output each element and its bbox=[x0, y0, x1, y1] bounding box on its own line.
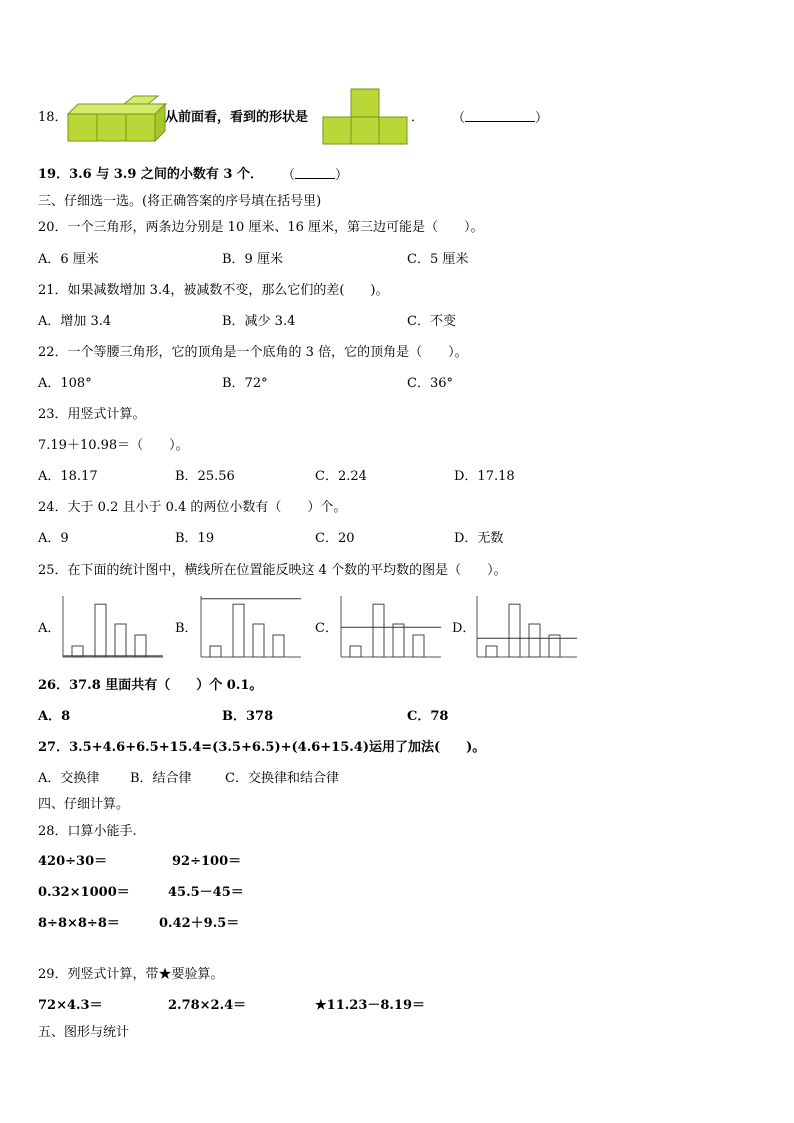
chart-bar bbox=[210, 646, 221, 657]
q28-item-5: 8÷8×8÷8＝ bbox=[38, 916, 120, 931]
q23-option-c[interactable]: C．2.24 bbox=[315, 469, 367, 484]
chart-bar bbox=[253, 624, 264, 657]
q24-option-d[interactable]: D．无数 bbox=[454, 531, 504, 546]
q25-chart-d bbox=[477, 596, 577, 660]
chart-bar bbox=[135, 635, 146, 657]
q29-item-1: 72×4.3＝ bbox=[38, 998, 103, 1013]
q24-option-a[interactable]: A．9 bbox=[38, 531, 69, 546]
q22-stem: 22．一个等腰三角形，它的顶角是一个底角的 3 倍，它的顶角是（ ）。 bbox=[38, 345, 468, 360]
q22-option-c[interactable]: C．36° bbox=[407, 376, 453, 391]
q27-option-b[interactable]: B．结合律 bbox=[130, 771, 192, 786]
chart-bar bbox=[373, 604, 384, 657]
section-5-heading: 五、图形与统计 bbox=[38, 1025, 130, 1040]
section-4-heading: 四、仔细计算。 bbox=[38, 797, 130, 812]
q21-stem: 21．如果减数增加 3.4，被减数不变，那么它们的差( )。 bbox=[38, 283, 389, 298]
q18-number: 18． bbox=[38, 110, 68, 125]
q26-stem: 26．37.8 里面共有（ ）个 0.1。 bbox=[38, 678, 263, 693]
q25-chart-c bbox=[341, 596, 441, 660]
q18-text: 从前面看，看到的形状是 bbox=[165, 110, 309, 125]
q25-option-d[interactable]: D． bbox=[452, 621, 476, 636]
q28-item-2: 92÷100＝ bbox=[172, 854, 242, 869]
chart-bar bbox=[273, 635, 284, 657]
chart-bar bbox=[233, 604, 244, 657]
chart-bar bbox=[393, 624, 404, 657]
q27-option-c[interactable]: C．交换律和结合律 bbox=[225, 771, 339, 786]
q24-option-b[interactable]: B．19 bbox=[175, 531, 215, 546]
q21-option-c[interactable]: C．不变 bbox=[407, 314, 456, 329]
chart-bar bbox=[350, 646, 361, 657]
q28-item-1: 420÷30＝ bbox=[38, 854, 108, 869]
q27-stem: 27．3.5+4.6+6.5+15.4=(3.5+6.5)+(4.6+15.4)运用了加法( )。 bbox=[38, 740, 486, 755]
q18-dot: ． bbox=[411, 110, 425, 125]
q19-text: 19．3.6 与 3.9 之间的小数有 3 个． bbox=[38, 167, 263, 182]
q18-front-view-figure bbox=[323, 89, 407, 145]
paren-close: ） bbox=[535, 111, 549, 126]
q28-stem: 28．口算小能手. bbox=[38, 824, 137, 839]
q28-item-3: 0.32×1000＝ bbox=[38, 885, 130, 900]
chart-bar bbox=[72, 646, 83, 657]
q18-cube-figure bbox=[66, 96, 166, 144]
chart-bar bbox=[115, 624, 126, 657]
q26-option-c[interactable]: C．78 bbox=[407, 709, 449, 724]
chart-bar bbox=[509, 604, 520, 657]
q21-option-b[interactable]: B．减少 3.4 bbox=[222, 314, 296, 329]
q20-option-c[interactable]: C．5 厘米 bbox=[407, 252, 469, 267]
q23-option-d[interactable]: D．17.18 bbox=[454, 469, 515, 484]
q29-stem: 29．列竖式计算，带★要验算。 bbox=[38, 967, 224, 982]
q23-stem: 23．用竖式计算。 bbox=[38, 407, 146, 422]
q25-option-b[interactable]: B． bbox=[175, 621, 198, 636]
q25-chart-b bbox=[201, 596, 301, 660]
q25-stem: 25．在下面的统计图中，横线所在位置能反映这 4 个数的平均数的图是（ ）。 bbox=[38, 563, 507, 578]
chart-bar bbox=[95, 604, 106, 657]
q28-item-6: 0.42＋9.5＝ bbox=[159, 916, 240, 931]
section-3-heading: 三、仔细选一选。(将正确答案的序号填在括号里) bbox=[38, 194, 322, 209]
q27-option-a[interactable]: A．交换律 bbox=[38, 771, 100, 786]
chart-bar bbox=[413, 635, 424, 657]
q26-option-b[interactable]: B．378 bbox=[222, 709, 274, 724]
q24-option-c[interactable]: C．20 bbox=[315, 531, 355, 546]
q25-chart-a bbox=[63, 596, 163, 660]
q21-option-a[interactable]: A．增加 3.4 bbox=[38, 314, 112, 329]
q20-stem: 20．一个三角形，两条边分别是 10 厘米、16 厘米，第三边可能是（ ）。 bbox=[38, 220, 484, 235]
q20-option-a[interactable]: A．6 厘米 bbox=[38, 252, 99, 267]
q22-option-b[interactable]: B．72° bbox=[222, 376, 268, 391]
chart-bar bbox=[529, 624, 540, 657]
q23-expression: 7.19＋10.98＝（ ）。 bbox=[38, 438, 189, 453]
q23-option-b[interactable]: B．25.56 bbox=[175, 469, 235, 484]
paren-open: （ bbox=[452, 111, 466, 126]
q28-item-4: 45.5－45＝ bbox=[168, 885, 244, 900]
q19-answer-blank[interactable]: （ ） bbox=[282, 168, 349, 183]
q25-option-c[interactable]: C． bbox=[315, 621, 338, 636]
q29-item-3: ★11.23－8.19＝ bbox=[315, 998, 426, 1013]
q24-stem: 24．大于 0.2 且小于 0.4 的两位小数有（ ）个。 bbox=[38, 500, 347, 515]
chart-bar bbox=[486, 646, 497, 657]
q25-option-a[interactable]: A． bbox=[38, 621, 61, 636]
q23-option-a[interactable]: A．18.17 bbox=[38, 469, 98, 484]
q29-item-2: 2.78×2.4＝ bbox=[168, 998, 247, 1013]
q26-option-a[interactable]: A．8 bbox=[38, 709, 71, 724]
q20-option-b[interactable]: B．9 厘米 bbox=[222, 252, 283, 267]
q18-answer-blank[interactable] bbox=[452, 110, 548, 127]
q22-option-a[interactable]: A．108° bbox=[38, 376, 92, 391]
